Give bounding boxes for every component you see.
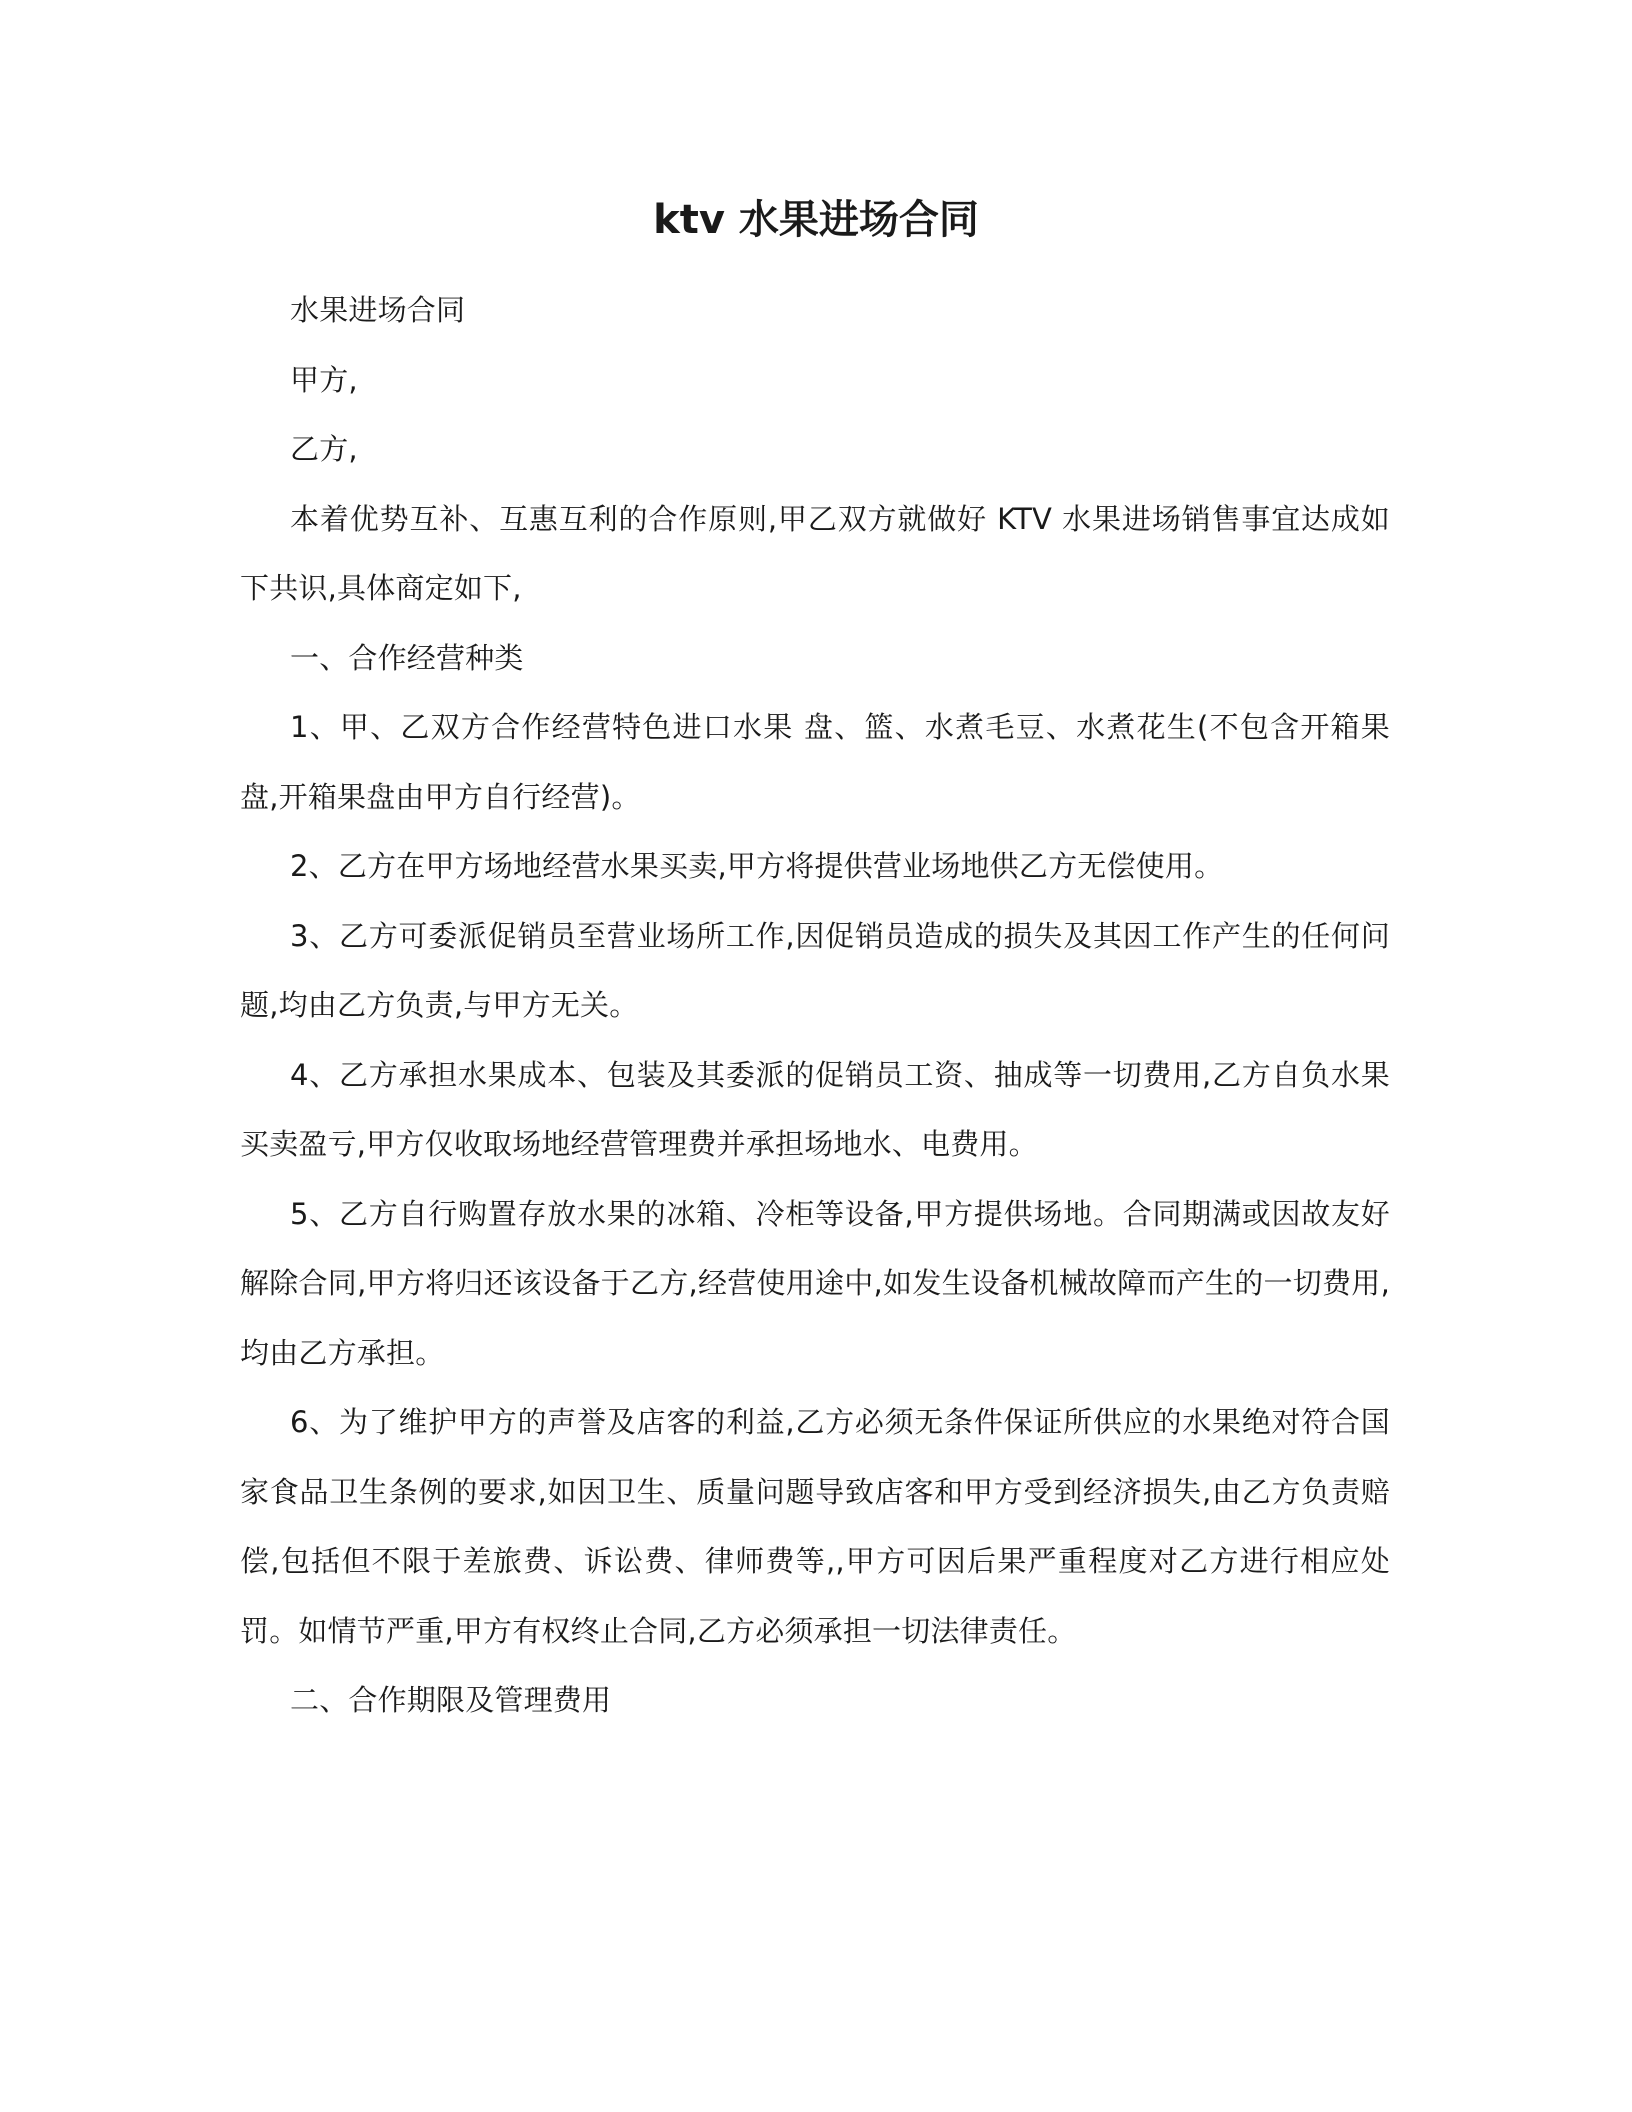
clause-2: 2、乙方在甲方场地经营水果买卖,甲方将提供营业场地供乙方无偿使用。 — [290, 849, 1224, 883]
paragraph-preamble: 本着优势互补、互惠互利的合作原则,甲乙双方就做好 KTV 水果进场销售事宜达成如下共识,具体商定如下, — [240, 501, 1390, 605]
clause-1: 1、甲、乙双方合作经营特色进口水果 盘、篮、水煮毛豆、水煮花生(不包含开箱果盘,开箱果盘由甲方自行经营)。 — [240, 710, 1390, 814]
paragraph-subtitle: 水果进场合同 — [290, 293, 466, 327]
section-heading-2: 二、合作期限及管理费用 — [290, 1683, 612, 1717]
document-title: ktv 水果进场合同 — [653, 197, 979, 243]
paragraph-party-b: 乙方, — [290, 432, 358, 466]
clause-4: 4、乙方承担水果成本、包装及其委派的促销员工资、抽成等一切费用,乙方自负水果买卖盈亏,甲方仅收取场地经营管理费并承担场地水、电费用。 — [240, 1057, 1390, 1161]
section-heading-1: 一、合作经营种类 — [290, 640, 524, 675]
clause-5: 5、乙方自行购置存放水果的冰箱、冷柜等设备,甲方提供场地。合同期满或因故友好解除合同,甲方将归还该设备于乙方,经营使用途中,如发生设备机械故障而产生的一切费用,均由乙方承担。 — [240, 1196, 1390, 1370]
clause-3: 3、乙方可委派促销员至营业场所工作,因促销员造成的损失及其因工作产生的任何问题,均由乙方负责,与甲方无关。 — [240, 918, 1390, 1022]
document-body — [240, 276, 1390, 1736]
paragraph-party-a: 甲方, — [290, 362, 358, 397]
clause-6: 6、为了维护甲方的声誉及店客的利益,乙方必须无条件保证所供应的水果绝对符合国家食品卫生条例的要求,如因卫生、质量问题导致店客和甲方受到经济损失,由乙方负责赔偿,包括但不限于差旅费、诉讼费、律师费等,,甲方可因后果严重程度对乙方进行相应处罚。如情节严重,甲方有权终止合同,乙方必须承担一切法律责任。 — [240, 1405, 1391, 1648]
